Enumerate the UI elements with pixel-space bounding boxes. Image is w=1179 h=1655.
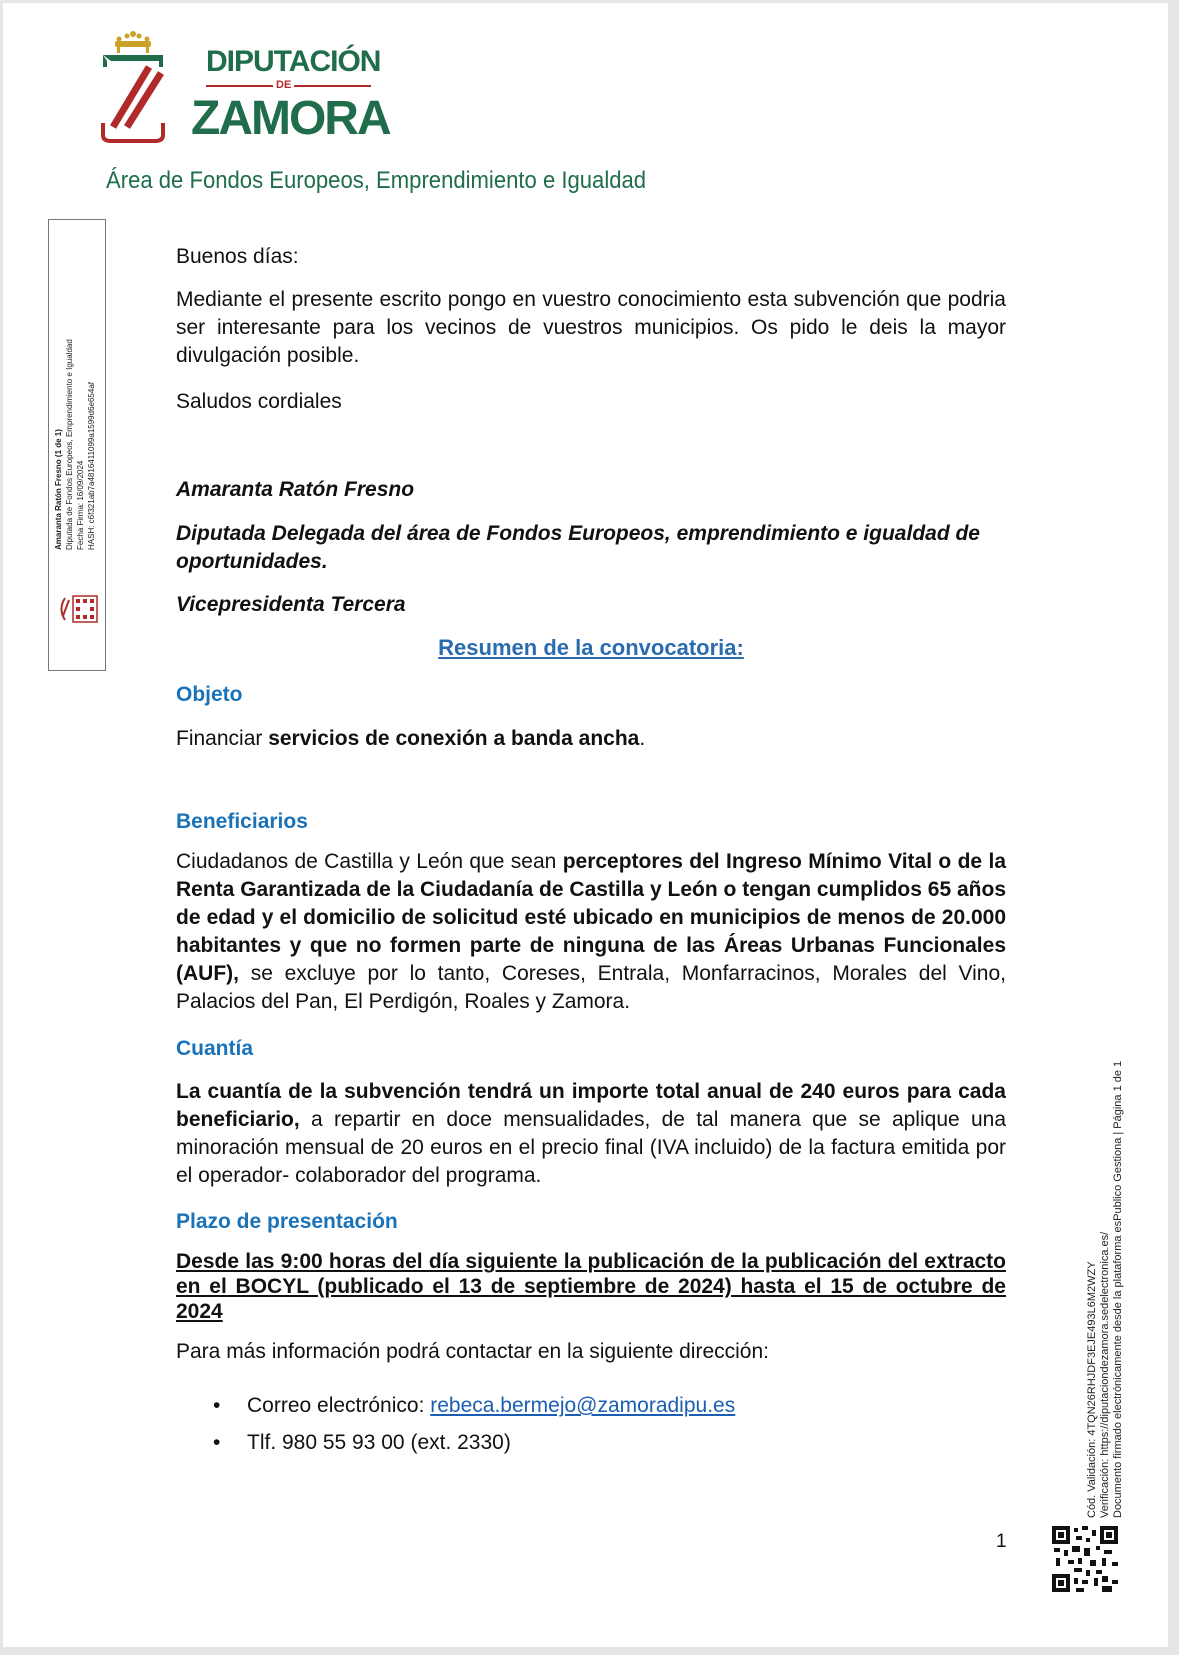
verification-note: Documento firmado electrónicamente desde la plataforma esPublico Gestiona | Página 1 de 1 — [1112, 1060, 1124, 1518]
diputacion-zamora-logo-icon — [101, 31, 165, 143]
email-link[interactable]: rebeca.bermejo@zamoradipu.es — [430, 1394, 736, 1417]
signer-role: Diputada Delegada del área de Fondos Europeos, emprendimiento e igualdad de oportunidades. — [176, 522, 980, 573]
objeto-paragraph — [176, 725, 1006, 753]
email-item — [247, 1392, 1007, 1420]
qr-code-icon[interactable] — [1052, 1526, 1118, 1592]
page-number: 1 — [996, 1531, 1007, 1552]
verification-url: Verificación: https://diputaciondezamora.sedelectronica.es/ — [1099, 1231, 1111, 1518]
bullet-icon: • — [213, 1431, 221, 1454]
signer-role-secondary: Vicepresidenta Tercera — [176, 593, 406, 616]
benef-bold: perceptores del Ingreso Mínimo Vital o de la Renta Garantizada de la Ciudadanía de Castilla y León o tengan cumplidos 65 años de edad y el domicilio de solicitud esté ubicado en municipios de menos de 20.000 habitantes y que no formen parte de ninguna de las Áreas Urbanas Funcionales (AUF), — [176, 850, 1006, 985]
logo-text-zamora: ZAMORA — [191, 92, 390, 145]
objeto-heading: Objeto — [176, 683, 243, 706]
cuantia-paragraph — [176, 1078, 1006, 1190]
cuantia-rest: a repartir en doce mensualidades, de tal manera que se aplique una minoración mensual de 20 euros en el precio final (IVA incluido) de la factura emitida por el operador- colaborador del programa. — [176, 1108, 1006, 1187]
verification-text — [1086, 1061, 1125, 1518]
objeto-bold: servicios de conexión a banda ancha — [268, 727, 640, 750]
logo-text-diputacion: DIPUTACIÓN — [206, 45, 381, 78]
signature-signer: Amaranta Ratón Fresno (1 de 1) — [54, 429, 63, 550]
cuantia-heading: Cuantía — [176, 1037, 254, 1060]
summary-title: Resumen de la convocatoria: — [438, 635, 744, 660]
signature-role: Diputada de Fondos Europeos, Emprendimiento e Igualdad — [65, 339, 74, 550]
cuantia-bold: La cuantía de la subvención tendrá un importe total anual de 240 euros para cada beneficiario, — [176, 1080, 1006, 1131]
bullet-icon: • — [213, 1394, 221, 1417]
greeting: Buenos días: — [176, 245, 299, 268]
contact-intro: Para más información podrá contactar en la siguiente dirección: — [176, 1340, 769, 1363]
logo-text-de: DE — [273, 79, 294, 91]
benef-text: Ciudadanos de Castilla y León que sean — [176, 850, 563, 873]
email-label: Correo electrónico: — [247, 1394, 431, 1417]
closing: Saludos cordiales — [176, 390, 342, 413]
plazo-paragraph: Desde las 9:00 horas del día siguiente la publicación de la publicación del extracto en el BOCYL (publicado el 13 de septiembre de 2024) hasta el 15 de octubre de 2024 — [176, 1250, 1006, 1323]
signature-hash: HASH: c6f321ab7a4816411099a1599d6e654af — [87, 382, 96, 550]
signature-text — [53, 220, 97, 550]
objeto-end: . — [639, 727, 646, 750]
phone-item: Tlf. 980 55 93 00 (ext. 2330) — [247, 1431, 511, 1454]
beneficiarios-heading: Beneficiarios — [176, 810, 308, 833]
area-title: Área de Fondos Europeos, Emprendimiento e Igualdad — [106, 167, 647, 194]
signature-strip — [48, 219, 106, 671]
benef-rest: se excluye por lo tanto, Coreses, Entrala, Monfarracinos, Morales del Vino, Palacios del Pan, El Perdigón, Roales y Zamora. — [176, 962, 1006, 1013]
objeto-text: Financiar — [176, 727, 269, 750]
signature-date: Fecha Firma: 16/09/2024 — [76, 460, 85, 550]
signer-name: Amaranta Ratón Fresno — [176, 478, 415, 501]
signature-seal-icon — [55, 594, 99, 624]
intro-paragraph: Mediante el presente escrito pongo en vuestro conocimiento esta subvención que podria ser interesante para los vecinos de vuestros municipios. Os pido le deis la mayor divulgación posible. — [176, 288, 1006, 367]
plazo-heading: Plazo de presentación — [176, 1210, 398, 1233]
document-page — [3, 3, 1168, 1647]
verification-code: Cód. Validación: 4TQN26RHJDF3EJE493L6M2WZY — [1086, 1261, 1098, 1518]
beneficiarios-paragraph — [176, 848, 1006, 1016]
